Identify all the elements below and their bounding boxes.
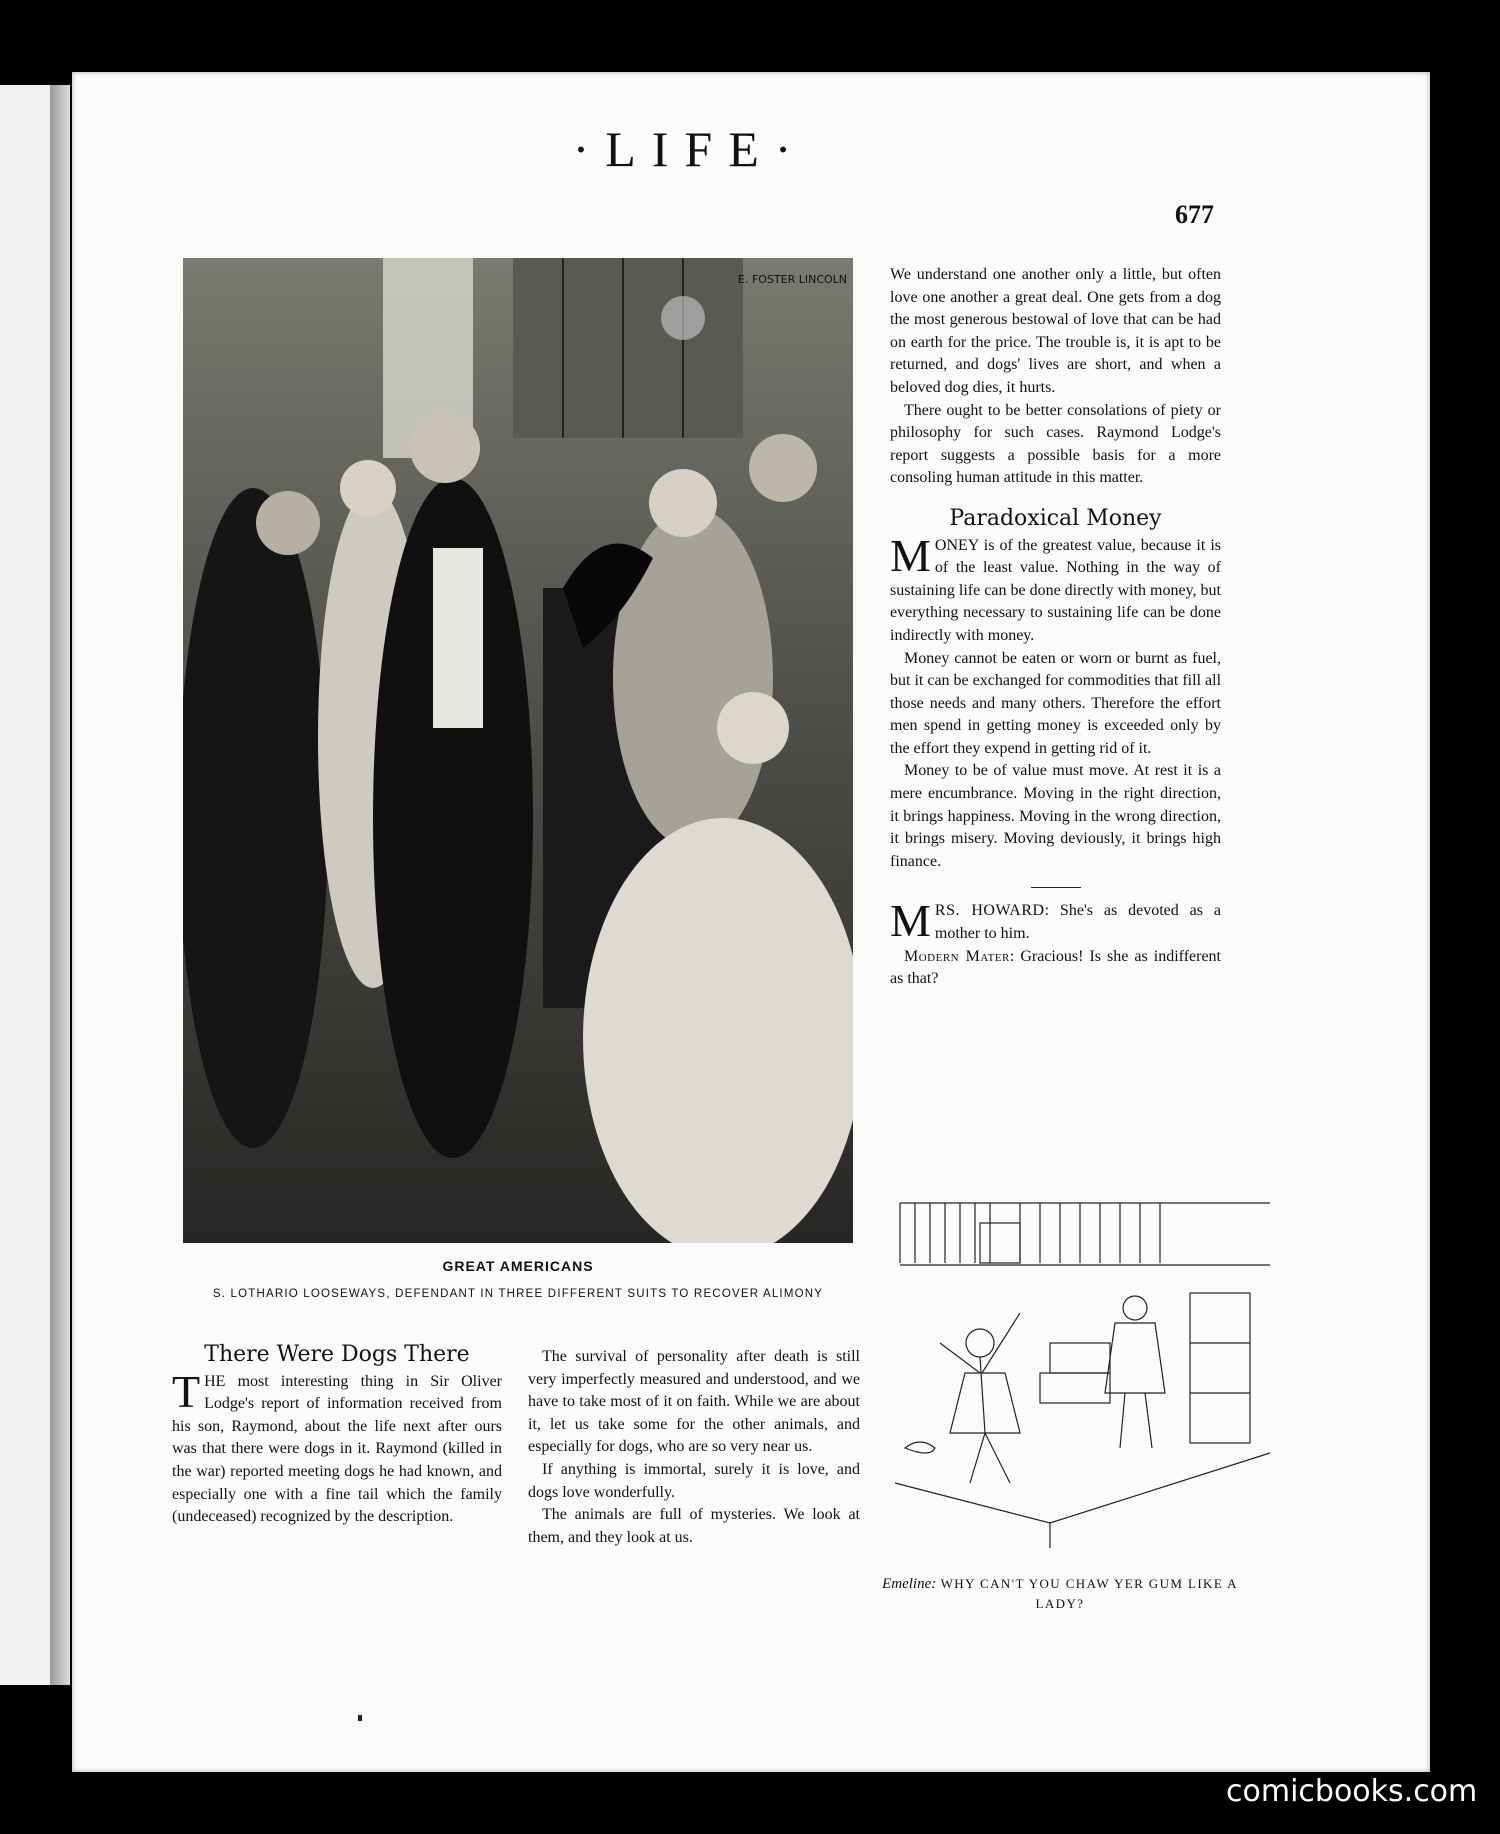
money-article-p2: Money cannot be eaten or worn or burnt as fuel, but it can be exchanged for commodities that fill all those needs and many others. Therefore the effort men spend in getting money is exceeded only by the effort they expend in getting rid of it. (890, 649, 1222, 757)
money-dropcap: M (890, 529, 931, 581)
dialogue-dropcap: M (890, 895, 931, 947)
right-column (890, 264, 1221, 991)
cartoon-caption-text: WHY CAN'T YOU CHAW YER GUM LIKE A LADY? (940, 1576, 1238, 1611)
dogs-article-p3: If anything is immortal, surely it is love, and dogs love wonderfully. (528, 1460, 860, 1501)
money-p1-text: ONEY is of the greatest value, because it is of the least value. Nothing in the way of sustaining life can be done directly with money, but everything necessary to sustaining life can be done indirectly with money. (890, 536, 1221, 644)
caption-text: S. LOTHARIO LOOSEWAYS, DEFENDANT IN THREE DIFFERENT SUITS TO RECOVER ALIMONY (212, 1288, 824, 1300)
page-gutter (50, 85, 70, 1685)
dialogue-line1 (890, 895, 1221, 947)
dialogue-speaker1: RS. HOWARD (934, 902, 1045, 920)
cartoon-speaker: Emeline: (882, 1576, 937, 1592)
dogs-dropcap: T (172, 1365, 201, 1417)
dialogue-text2: : Gracious! Is she as indifferent as that? (890, 947, 1221, 988)
dogs-article-heading: There Were Dogs There (204, 1342, 470, 1367)
dogs-article-p2: The survival of personality after death is still very imperfectly measured and understood, and we have to take most of it on faith. While we are about it, let us take some for the other animals, and especially for dogs, who are so very near us. (528, 1348, 860, 1456)
dogs-article-p1 (172, 1365, 502, 1529)
dogs-article-p4: The animals are full of mysteries. We look at them, and they look at us. (528, 1506, 860, 1546)
cartoon-illustration (890, 1193, 1280, 1563)
printer-mark (358, 1715, 362, 1721)
dialogue-speaker2: Modern Mater (904, 947, 1010, 965)
illustration-drawing (183, 258, 853, 1243)
money-article-p3: Money to be of value must move. At rest it is a mere encumbrance. Moving in the right direction, it brings happiness. Moving in the wrong direction, it brings misery. Moving deviously, it brings high finance. (890, 762, 1221, 870)
money-article-p1 (890, 529, 1221, 648)
dogs-p1-text: HE most interesting thing in Sir Oliver Lodge's report of information received from his son, Raymond, about the life next after ours was that there were dogs in it. Raymond (killed in the war) reported meeting dogs he had known, and especially one with a fine tail which the family (undeceased) recognized by the description. (172, 1372, 502, 1526)
dialogue-line2 (890, 946, 1221, 991)
cartoon-caption (880, 1574, 1240, 1614)
money-article-heading: Paradoxical Money (949, 505, 1162, 531)
illustration-caption (183, 1258, 853, 1305)
cartoon-drawing (890, 1193, 1280, 1563)
caption-title: GREAT AMERICANS (442, 1258, 594, 1274)
section-divider (1031, 887, 1081, 888)
dialogue-text1: : She's as devoted as a mother to him. (934, 902, 1221, 943)
artist-signature: E. FOSTER LINCOLN (738, 273, 848, 286)
dogs-article-col2 (528, 1346, 860, 1549)
page-number: 677 (1175, 200, 1214, 229)
masthead: ·LIFE· (572, 121, 808, 177)
illustration-great-americans (183, 258, 853, 1243)
dogs-article-col1 (172, 1344, 502, 1529)
dogs-article-p5: We understand one another only a little, but often love one another a great deal. One gets from a dog the most generous bestowal of love that can be had on earth for the price. The trouble is, it is apt to be returned, and dogs' lives are short, and when a beloved dog dies, it hurts. (890, 266, 1221, 396)
dogs-article-p6: There ought to be better consolations of piety or philosophy for such cases. Raymond Lodge's report suggests a possible basis for a more consoling human attitude in this matter. (890, 401, 1221, 487)
watermark: comicbooks.com (1226, 1774, 1478, 1809)
